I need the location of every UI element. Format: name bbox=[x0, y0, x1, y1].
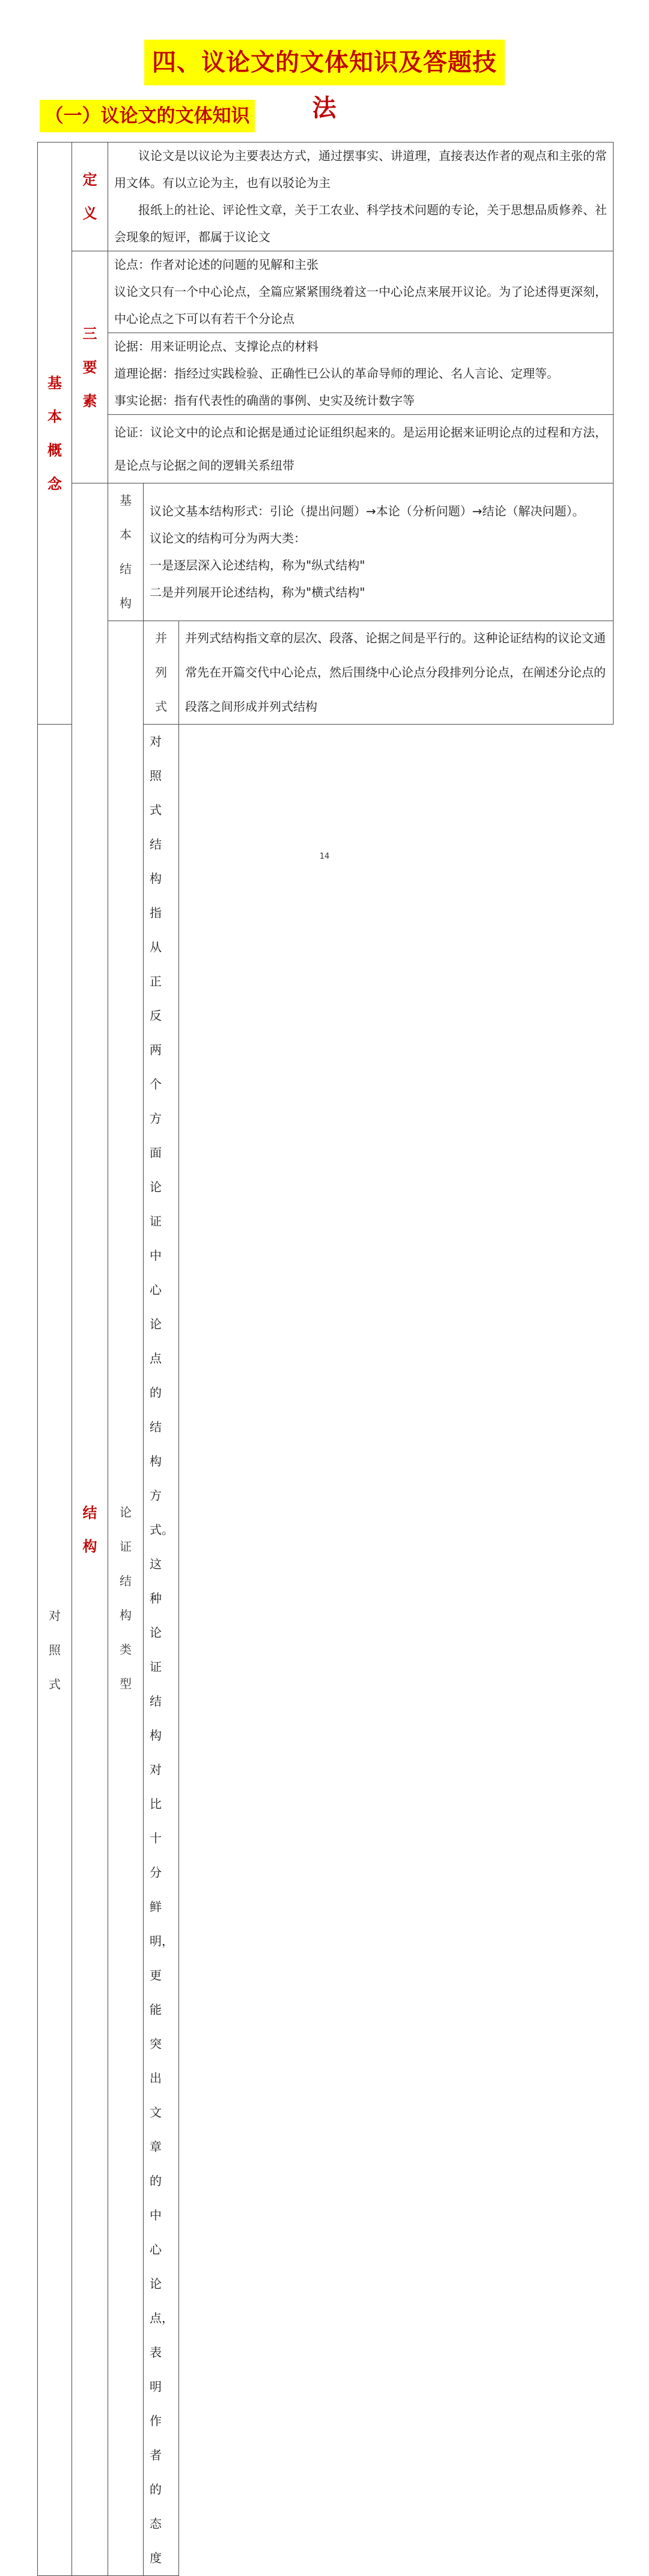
parallel-text: 并列式结构指文章的层次、段落、论据之间是平行的。这种论证结构的议论文通常先在开篇交代中心论点，然后围绕中心论点分段排列分论点，在阐述分论点的段落之间形成并列式结构 bbox=[185, 631, 606, 714]
table-row bbox=[38, 483, 614, 621]
contrast-label: 对 照 式 bbox=[38, 725, 72, 2576]
evidence-line: 道理论据：指经过实践检验、正确性已公认的革命导师的理论、名人言论、定理等。 bbox=[114, 366, 559, 381]
basic-structure-cell bbox=[144, 483, 614, 621]
argument-structure-type-label: 论 证 结 构 类 型 bbox=[108, 621, 144, 2576]
argumentation-text: 论证：议论文中的论点和论据是通过论证组织起来的。是运用论据来证明论点的过程和方法，是论点与论据之间的逻辑关系纽带 bbox=[114, 425, 607, 473]
structure-label: 结 构 bbox=[72, 483, 108, 2576]
definition-label: 定 义 bbox=[72, 143, 108, 251]
thesis-cell bbox=[108, 251, 614, 333]
definition-paragraph: 报纸上的社论、评论性文章，关于工农业、科学技术问题的专论，关于思想品质修养、社会现象的短评，都属于议论文 bbox=[114, 203, 607, 244]
table-row bbox=[38, 415, 614, 483]
definition-cell bbox=[108, 143, 614, 251]
thesis-line: 论点：作者对论述的问题的见解和主张 bbox=[114, 257, 318, 272]
contrast-cell bbox=[144, 725, 179, 2576]
table-row bbox=[38, 143, 614, 251]
category-label: 基 本 概 念 bbox=[38, 143, 72, 725]
evidence-cell bbox=[108, 333, 614, 415]
basic-structure-line: 二是并列展开论述结构，称为"横式结构" bbox=[150, 585, 365, 600]
evidence-line: 论据：用来证明论点、支撑论点的材料 bbox=[114, 339, 318, 354]
basic-structure-line: 议论文的结构可分为两大类： bbox=[150, 531, 306, 545]
table-row bbox=[38, 621, 614, 725]
section-title: （一）议论文的文体知识 bbox=[40, 100, 255, 132]
contrast-text: 对照式结构指从正反两个方面论证中心论点的结构方式。这种论证结构对比十分鲜明，更能突出文章的中心论点，表明作者的态度 bbox=[150, 734, 174, 2565]
evidence-line: 事实论据：指有代表性的确凿的事例、史实及统计数字等 bbox=[114, 393, 415, 408]
parallel-cell bbox=[179, 621, 614, 725]
basic-structure-label: 基 本 结 构 bbox=[108, 483, 144, 621]
table-row bbox=[38, 251, 614, 333]
thesis-line: 议论文只有一个中心论点，全篇应紧紧围绕着这一中心论点来展开议论。为了论述得更深刻，中心论点之下可以有若干个分论点 bbox=[114, 284, 607, 326]
parallel-label: 并 列 式 bbox=[144, 621, 179, 725]
basic-structure-line: 一是逐层深入论述结构，称为"纵式结构" bbox=[150, 558, 365, 572]
knowledge-table bbox=[37, 142, 614, 2576]
argumentation-cell bbox=[108, 415, 614, 483]
main-title: 四、议论文的文体知识及答题技法 bbox=[144, 40, 505, 85]
definition-paragraph: 议论文是以议论为主要表达方式，通过摆事实、讲道理，直接表达作者的观点和主张的常用文体。有以立论为主，也有以驳论为主 bbox=[114, 149, 607, 190]
table-row bbox=[38, 333, 614, 415]
three-elements-label: 三 要 素 bbox=[72, 251, 108, 483]
basic-structure-line: 议论文基本结构形式：引论（提出问题）→本论（分析问题）→结论（解决问题）。 bbox=[150, 504, 585, 518]
page-number: 14 bbox=[319, 852, 330, 861]
